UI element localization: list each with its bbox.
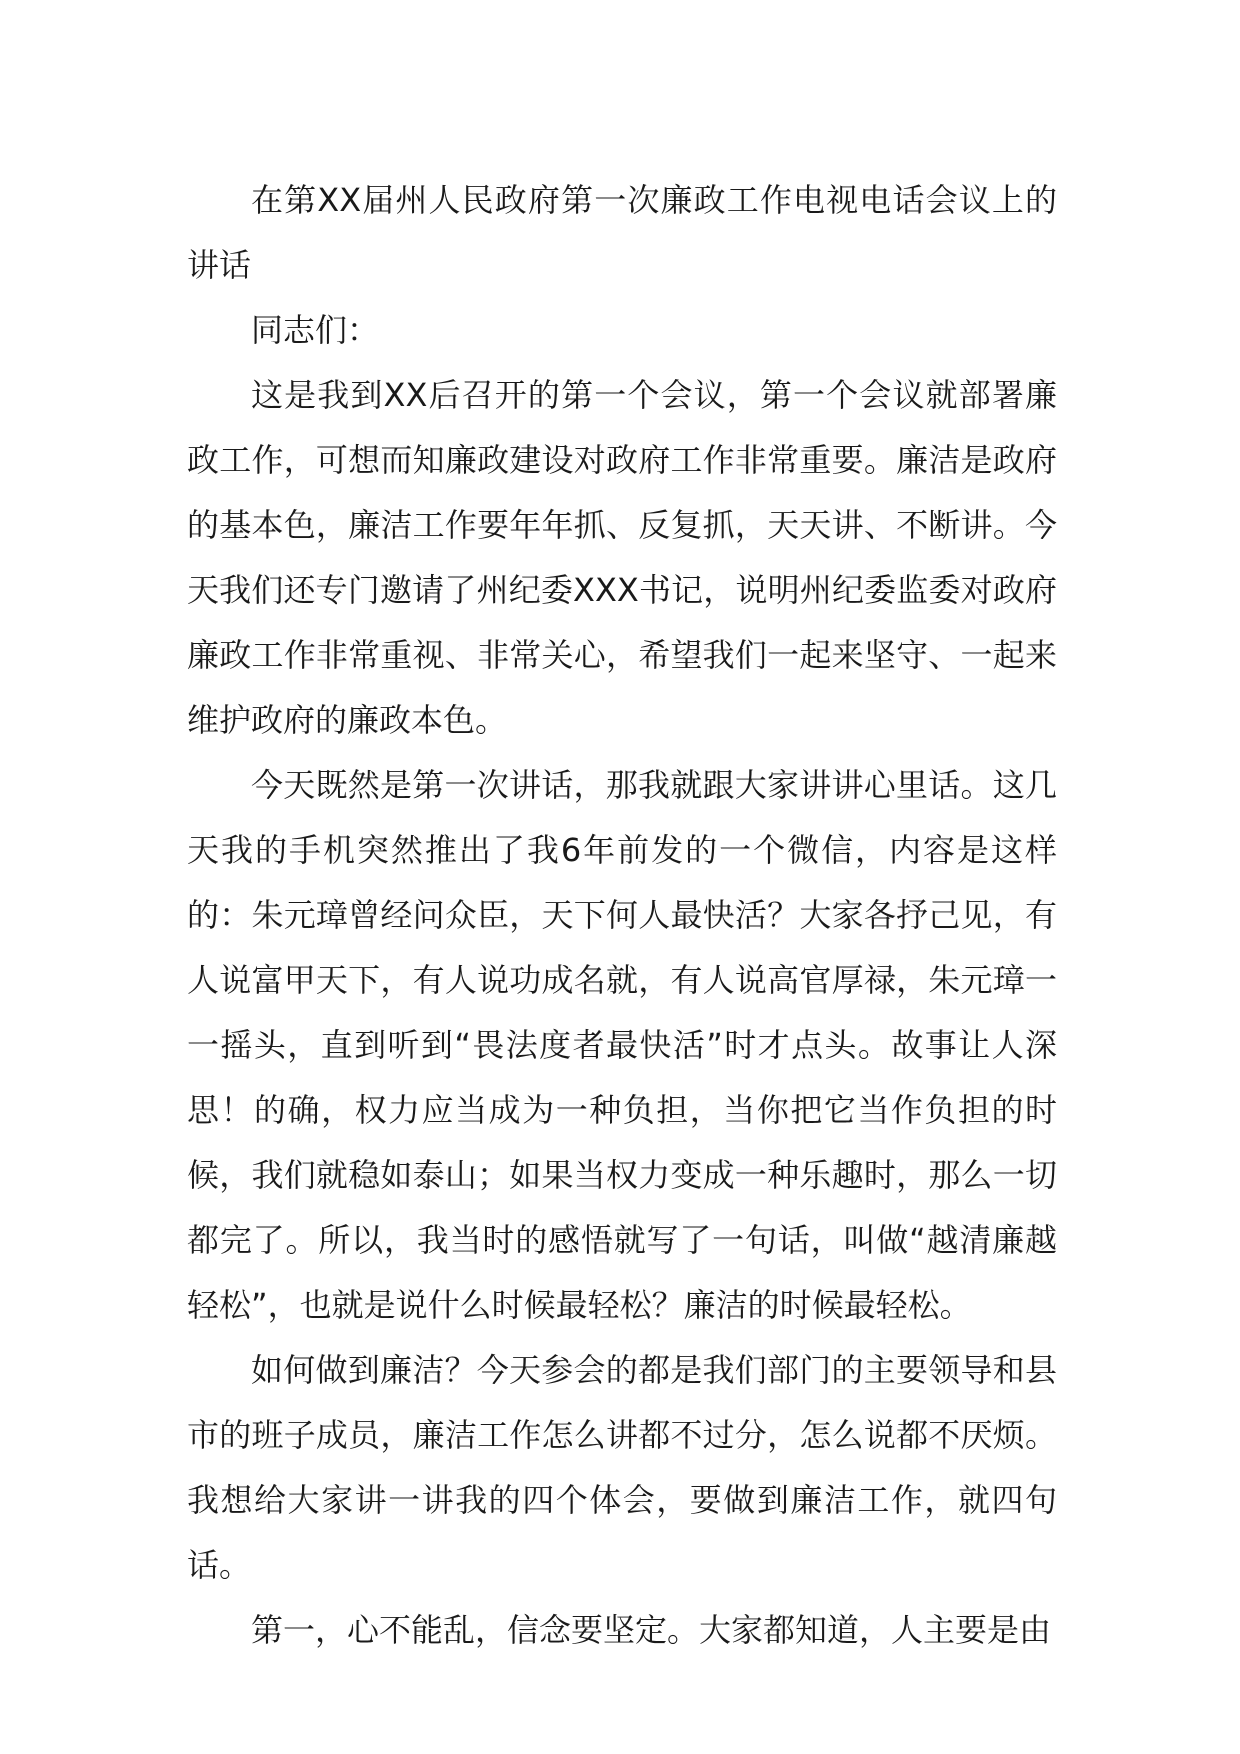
paragraph-4: 第一，心不能乱，信念要坚定。大家都知道，人主要是由	[251, 1611, 1052, 1649]
paragraph-1: 这是我到XX后召开的第一个会议，第一个会议就部署廉政工作，可想而知廉政建设对政府工作非常重要。廉洁是政府的基本色，廉洁工作要年年抓、反复抓，天天讲、不断讲。今天我们还专门邀请了州纪委XXX书记，说明州纪委监委对政府廉政工作非常重视、非常关心，希望我们一起来坚守、一起来维护政府的廉政本色。	[187, 376, 1057, 739]
paragraph-2: 今天既然是第一次讲话，那我就跟大家讲讲心里话。这几天我的手机突然推出了我6年前发的一个微信，内容是这样的：朱元璋曾经问众臣，天下何人最快活？大家各抒己见，有人说富甲天下，有人说功成名就，有人说高官厚禄，朱元璋一一摇头，直到听到“畏法度者最快活”时才点头。故事让人深思！的确，权力应当成为一种负担，当你把它当作负担的时候，我们就稳如泰山；如果当权力变成一种乐趣时，那么一切都完了。所以，我当时的感悟就写了一句话，叫做“越清廉越轻松”，也就是说什么时候最轻松？廉洁的时候最轻松。	[187, 766, 1057, 1324]
document-body	[187, 168, 1057, 1663]
paragraph-3: 如何做到廉洁？今天参会的都是我们部门的主要领导和县市的班子成员，廉洁工作怎么讲都不过分，怎么说都不厌烦。我想给大家讲一讲我的四个体会，要做到廉洁工作，就四句话。	[187, 1351, 1057, 1584]
salutation: 同志们：	[251, 311, 380, 349]
document-title: 在第XX届州人民政府第一次廉政工作电视电话会议上的讲话	[187, 181, 1057, 284]
